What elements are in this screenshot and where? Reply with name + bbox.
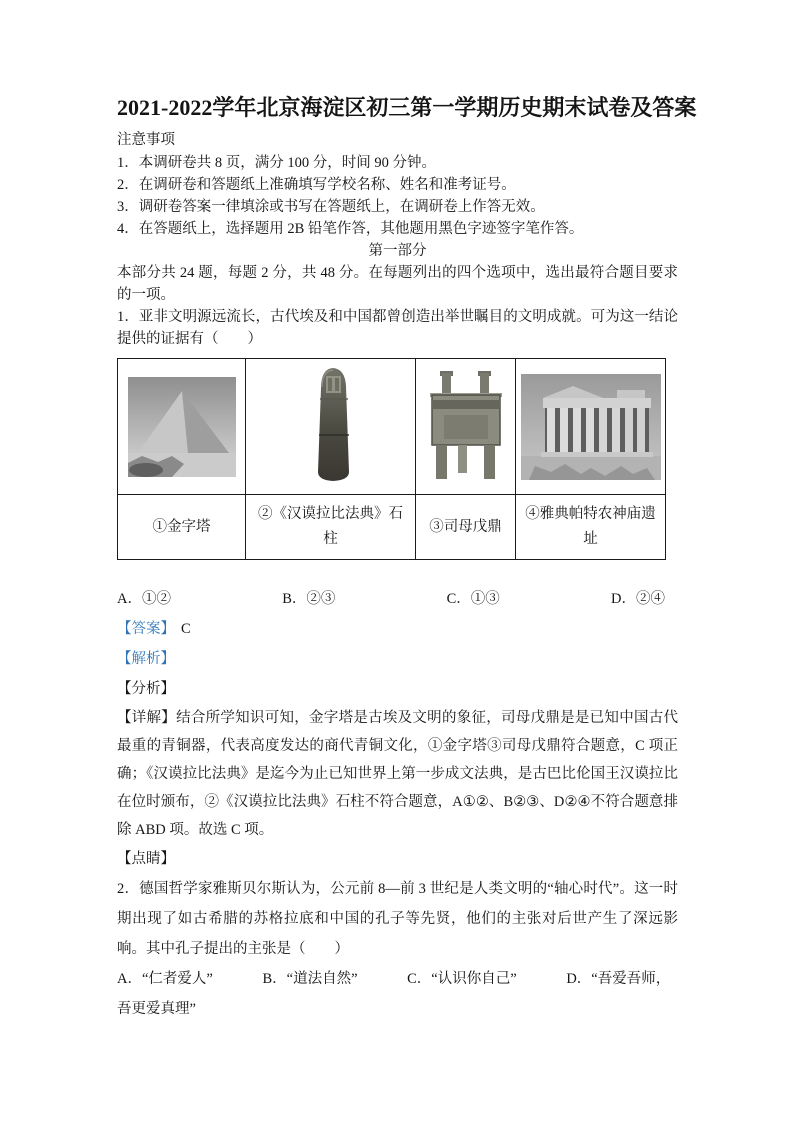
q1-option-b: B．②③ [282, 591, 336, 607]
notice-heading: 注意事项 [117, 132, 175, 148]
answer-line [117, 614, 678, 644]
table-cell-stele [246, 359, 416, 495]
caption-pyramid: ①金字塔 [118, 495, 246, 560]
q2-option-c: C．“认识你自己” [407, 971, 517, 987]
document-content [117, 88, 697, 1024]
caption-parthenon: ④雅典帕特农神庙遗址 [516, 495, 666, 560]
part-one-intro: 本部分共 24 题，每题 2 分，共 48 分。在每题列出的四个选项中，选出最符合题目要求的一项。 [117, 265, 678, 303]
notice-item-1: 1．本调研卷共 8 页，满分 100 分，时间 90 分钟。 [117, 155, 436, 171]
page-title: 2021-2022学年北京海淀区初三第一学期历史期末试卷及答案 [117, 95, 697, 120]
analysis-label: 【分析】 [117, 681, 175, 697]
detail-label: 【详解】 [117, 710, 177, 726]
q1-option-a: A．①② [117, 591, 171, 607]
caption-stele: ②《汉谟拉比法典》石柱 [246, 495, 416, 560]
tip-label: 【点睛】 [117, 851, 175, 867]
table-cell-parthenon [516, 359, 666, 495]
notice-item-3: 3．调研卷答案一律填涂或书写在答题纸上，在调研卷上作答无效。 [117, 199, 545, 215]
hammurabi-stele-photo [281, 364, 381, 490]
q2-option-a: A．“仁者爱人” [117, 971, 213, 987]
question1-stem: 1．亚非文明源远流长，古代埃及和中国都曾创造出举世瞩目的文明成就。可为这一结论提供的证据有（ ） [117, 309, 678, 347]
caption-ding: ③司母戊鼎 [416, 495, 516, 560]
q1-option-d: D．②④ [610, 591, 665, 607]
analysis-section-label: 【解析】 [117, 651, 175, 667]
notice-item-2: 2．在调研卷和答题纸上准确填写学校名称、姓名和准考证号。 [117, 177, 516, 193]
table-cell-pyramid [118, 359, 246, 495]
question2-stem: 2．德国哲学家雅斯贝尔斯认为，公元前 8—前 3 世纪是人类文明的“轴心时代”。这一时期出现了如古希腊的苏格拉底和中国的孔子等先贤，他们的主张对后世产生了深远影响。其中孔子提出的主张是（ ） [117, 881, 678, 957]
q2-option-b: B．“道法自然” [262, 971, 358, 987]
question2-options [117, 964, 678, 1024]
answer-label: 【答案】 [117, 621, 175, 637]
detail-paragraph [117, 704, 678, 844]
part-one-heading: 第一部分 [368, 243, 427, 259]
detail-text: 结合所学知识可知，金字塔是古埃及文明的象征，司母戊鼎是是已知中国古代最重的青铜器，代表高度发达的商代青铜文化，①金字塔③司母戊鼎符合题意，C 项正确；《汉谟拉比法典》是迄今为止已知世界上第一步成文法典，是古巴比伦国王汉谟拉比在位时颁布，②《汉谟拉比法典》石柱不符合题意，A①②、B②③、D②④不符合题意排除 ABD 项。故选 C 项。 [117, 710, 679, 838]
answer-value: C [181, 621, 191, 637]
pyramid-photo [128, 377, 236, 477]
question1-options [117, 584, 665, 614]
question1-evidence-table [117, 358, 666, 560]
parthenon-photo [521, 374, 661, 480]
table-cell-ding [416, 359, 516, 495]
notice-item-4: 4．在答题纸上，选择题用 2B 铅笔作答，其他题用黑色字迹签字笔作答。 [117, 221, 584, 237]
simuwu-ding-photo [420, 367, 512, 487]
q2-option-d: D．“吾爱吾师，吾更爱真理” [117, 971, 671, 1017]
q1-option-c: C．①③ [446, 591, 500, 607]
